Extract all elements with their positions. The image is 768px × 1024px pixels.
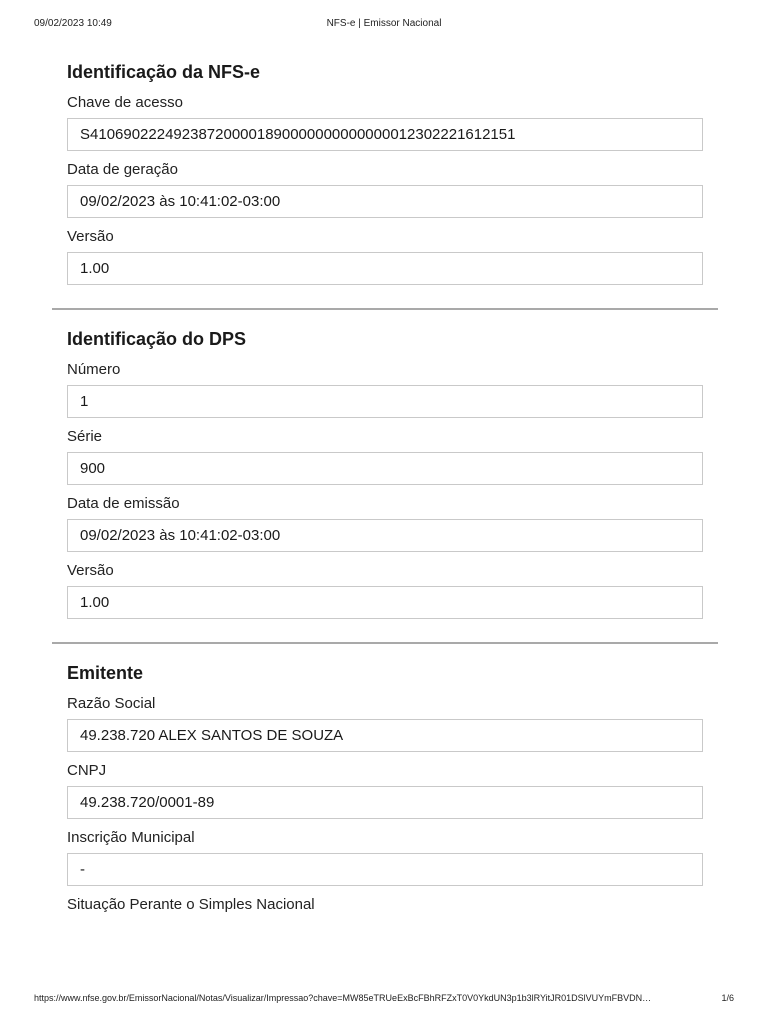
label-data-geracao: Data de geração — [67, 161, 178, 178]
label-numero: Número — [67, 361, 121, 378]
print-header — [34, 18, 734, 32]
section-dps-identification — [52, 310, 718, 619]
label-data-emissao: Data de emissão — [67, 495, 180, 512]
label-inscricao-municipal: Inscrição Municipal — [67, 829, 195, 846]
section-nfse-identification — [52, 55, 718, 285]
main-content — [52, 55, 718, 915]
field-numero: 1 — [67, 385, 703, 418]
label-cnpj: CNPJ — [67, 762, 107, 779]
section-title-emitente: Emitente — [67, 663, 144, 683]
label-versao-nfse: Versão — [67, 228, 114, 245]
field-chave-acesso: S410690222492387200001890000000000000012302221612151 — [67, 118, 703, 151]
section-title-dps: Identificação do DPS — [67, 329, 247, 349]
section-emitente — [52, 644, 718, 915]
print-footer — [34, 993, 734, 1007]
field-razao-social: 49.238.720 ALEX SANTOS DE SOUZA — [67, 719, 703, 752]
label-situacao-simples-nacional: Situação Perante o Simples Nacional — [67, 896, 315, 913]
print-page-title: NFS-e | Emissor Nacional — [326, 18, 442, 29]
field-versao-nfse: 1.00 — [67, 252, 703, 285]
print-url: https://www.nfse.gov.br/EmissorNacional/Notas/Visualizar/Impressao?chave=MW85eTRUeExBcFBhRFZxT0V0YkdUN3p1b3lRYitJR01DSlVUYmFBVDN… — [34, 993, 652, 1003]
field-data-emissao: 09/02/2023 às 10:41:02-03:00 — [67, 519, 703, 552]
section-title-nfse: Identificação da NFS-e — [67, 62, 261, 82]
page-number: 1/6 — [721, 993, 734, 1003]
field-serie: 900 — [67, 452, 703, 485]
label-serie: Série — [67, 428, 103, 445]
print-datetime: 09/02/2023 10:49 — [34, 18, 112, 29]
field-versao-dps: 1.00 — [67, 586, 703, 619]
field-data-geracao: 09/02/2023 às 10:41:02-03:00 — [67, 185, 703, 218]
label-versao-dps: Versão — [67, 562, 114, 579]
label-chave-acesso: Chave de acesso — [67, 94, 183, 111]
label-razao-social: Razão Social — [67, 695, 156, 712]
field-cnpj: 49.238.720/0001-89 — [67, 786, 703, 819]
field-inscricao-municipal: - — [67, 853, 703, 886]
